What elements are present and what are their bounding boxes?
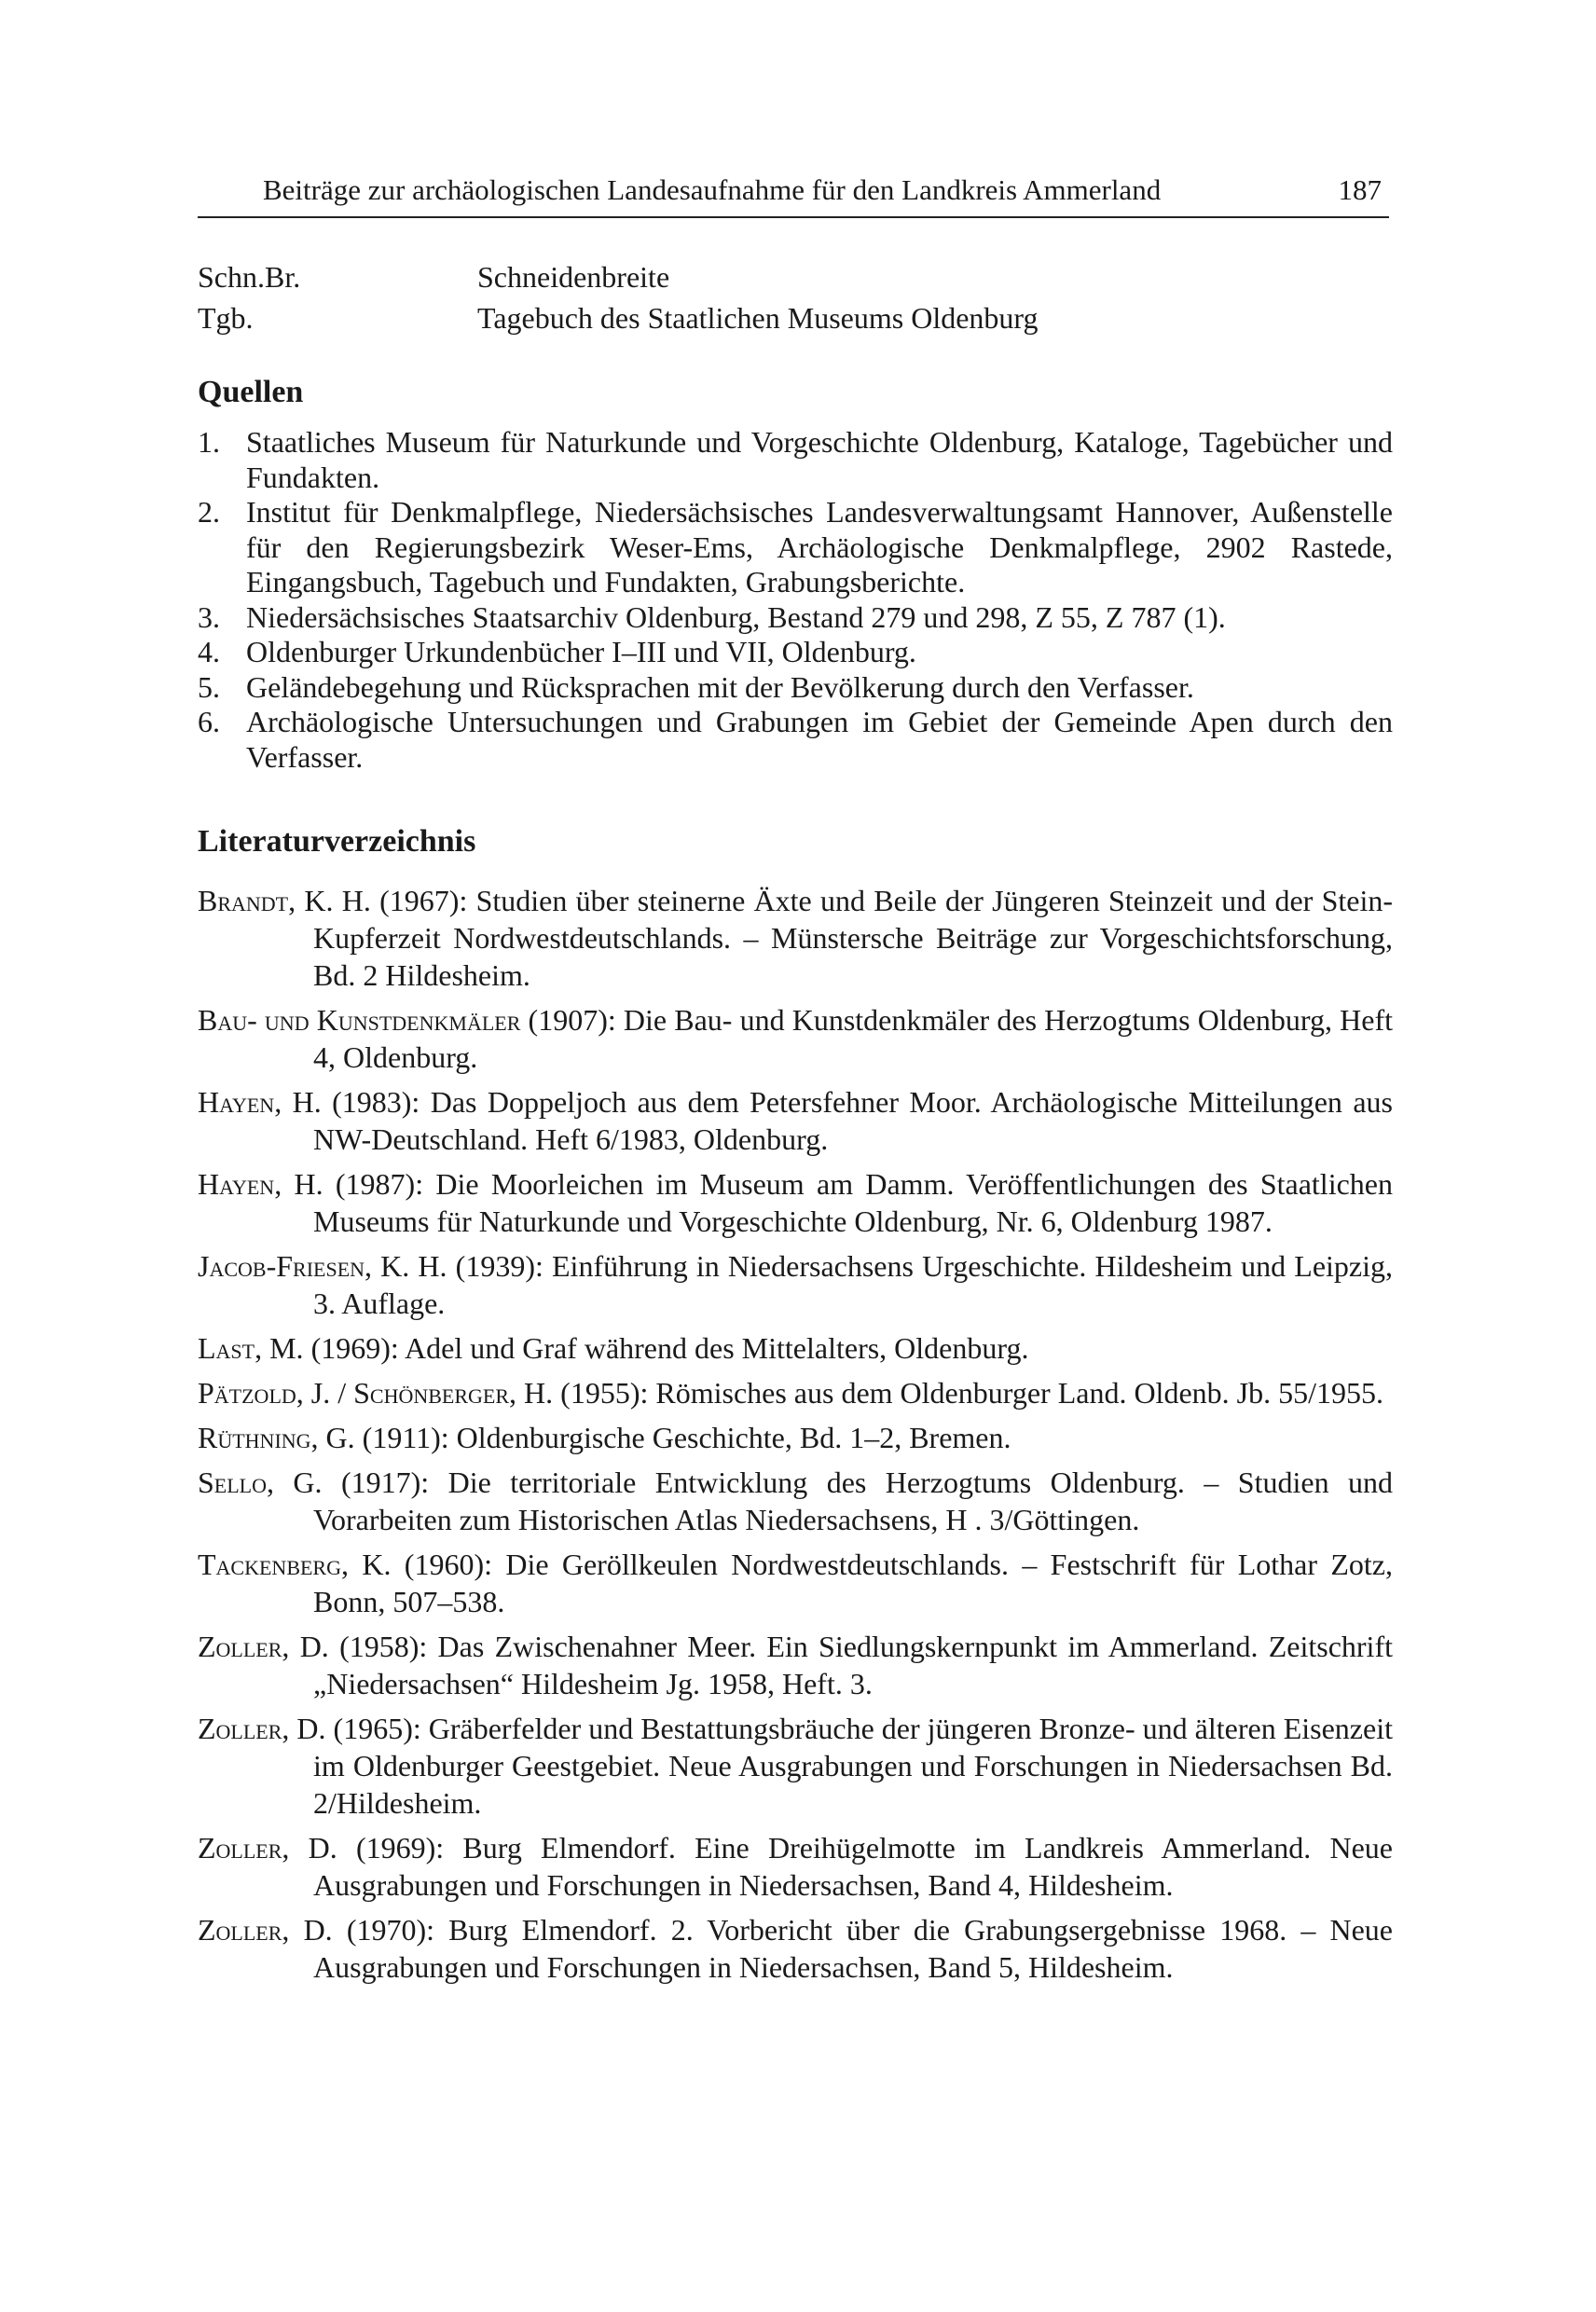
reference-entry	[198, 1710, 1393, 1822]
reference-text: (1960): Die Geröllkeulen Nordwestdeutschlands. – Festschrift für Lothar Zotz, Bonn, 507–538.	[313, 1548, 1394, 1618]
reference-entry	[198, 1628, 1393, 1702]
reference-entry	[198, 1464, 1393, 1538]
source-item	[198, 425, 1393, 495]
reference-author: Tackenberg, K.	[198, 1548, 392, 1581]
literature-heading: Literaturverzeichnis	[198, 824, 476, 859]
reference-author: Hayen, H.	[198, 1085, 322, 1119]
reference-text: (1917): Die territoriale Entwicklung des Herzogtums Oldenburg. – Studien und Vorarbeiten zum Historischen Atlas Niedersachsens, H . 3/Göttingen.	[313, 1466, 1394, 1536]
source-number: 6.	[198, 705, 220, 738]
reference-author: Rüthning, G.	[198, 1421, 355, 1454]
source-item	[198, 705, 1393, 775]
reference-text: (1970): Burg Elmendorf. 2. Vorbericht über die Grabungsergebnisse 1968. – Neue Ausgrabungen und Forschungen in Niedersachsen, Band 5, Hildesheim.	[313, 1913, 1393, 1984]
reference-entry	[198, 1329, 1393, 1367]
page-number: 187	[1338, 173, 1382, 206]
source-number: 3.	[198, 599, 220, 634]
reference-author: Pätzold, J. / Schönberger, H.	[198, 1376, 554, 1410]
reference-text: (1969): Adel und Graf während des Mittelalters, Oldenburg.	[303, 1331, 1029, 1365]
reference-entry	[198, 1546, 1393, 1620]
abbreviation-row	[198, 297, 1038, 338]
source-text: Staatliches Museum für Naturkunde und Vorgeschichte Oldenburg, Kataloge, Tagebücher und Fundakten.	[246, 425, 1393, 494]
abbreviation-term: Schn.Br.	[198, 260, 301, 294]
source-text: Oldenburger Urkundenbücher I–III und VII, Oldenburg.	[246, 635, 916, 668]
reference-entry	[198, 1829, 1393, 1904]
reference-author: Zoller, D.	[198, 1831, 337, 1865]
reference-author: Zoller, D.	[198, 1913, 333, 1947]
abbreviation-list	[198, 256, 1038, 338]
abbreviation-row	[198, 256, 1038, 297]
reference-text: (1965): Gräberfelder und Bestattungsbräuche der jüngeren Bronze- und älteren Eisenzeit im Oldenburger Geestgebiet. Neue Ausgrabungen und Forschungen in Niedersachsen Bd. 2/Hildesheim.	[313, 1712, 1393, 1820]
reference-text: (1967): Studien über steinerne Äxte und Beile der Jüngeren Steinzeit und der Stein-Kupferzeit Nordwestdeutschlands. – Münstersche Beiträge zur Vorgeschichtsforschung, Bd. 2 Hildesheim.	[313, 884, 1394, 992]
reference-text: (1983): Das Doppeljoch aus dem Petersfehner Moor. Archäologische Mitteilungen aus NW-Deutschland. Heft 6/1983, Oldenburg.	[313, 1085, 1393, 1156]
reference-text: (1987): Die Moorleichen im Museum am Damm. Veröffentlichungen des Staatlichen Museums für Naturkunde und Vorgeschichte Oldenburg, Nr. 6, Oldenburg 1987.	[313, 1167, 1393, 1238]
reference-text: (1958): Das Zwischenahner Meer. Ein Siedlungskernpunkt im Ammerland. Zeitschrift „Niedersachsen“ Hildesheim Jg. 1958, Heft. 3.	[313, 1630, 1393, 1700]
reference-author: Bau- und Kunstdenkmäler	[198, 1003, 521, 1037]
source-item	[198, 670, 1393, 706]
reference-entry	[198, 1247, 1393, 1322]
source-text: Geländebegehung und Rücksprachen mit der Bevölkerung durch den Verfasser.	[246, 669, 1194, 704]
abbreviation-term: Tgb.	[198, 301, 254, 335]
source-text: Institut für Denkmalpflege, Niedersächsisches Landesverwaltungsamt Hannover, Außenstelle für den Regierungsbezirk Weser-Ems, Archäologische Denkmalpflege, 2902 Rastede, Eingangsbuch, Tagebuch und Fundakten, Grabungsberichte.	[246, 495, 1393, 599]
source-item	[198, 600, 1393, 636]
source-number: 4.	[198, 635, 220, 668]
reference-text: (1939): Einführung in Niedersachsens Urgeschichte. Hildesheim und Leipzig, 3. Auflage.	[313, 1249, 1394, 1320]
source-text: Archäologische Untersuchungen und Grabungen im Gebiet der Gemeinde Apen durch den Verfasser.	[246, 705, 1393, 774]
sources-list	[198, 425, 1393, 775]
source-text: Niedersächsisches Staatsarchiv Oldenburg, Bestand 279 und 298, Z 55, Z 787 (1).	[246, 599, 1226, 634]
header-title: Beiträge zur archäologischen Landesaufnahme für den Landkreis Ammerland	[263, 173, 1162, 206]
source-number: 2.	[198, 495, 220, 529]
source-item	[198, 635, 1393, 670]
reference-entry	[198, 882, 1393, 994]
source-number: 5.	[198, 669, 220, 704]
reference-entry	[198, 1419, 1393, 1456]
literature-list	[198, 882, 1393, 1993]
reference-text: (1955): Römisches aus dem Oldenburger Land. Oldenb. Jb. 55/1955.	[553, 1376, 1383, 1410]
reference-author: Hayen, H.	[198, 1167, 323, 1201]
source-number: 1.	[198, 425, 220, 459]
source-item	[198, 495, 1393, 600]
reference-entry	[198, 1911, 1393, 1986]
abbreviation-meaning: Tagebuch des Staatlichen Museums Oldenburg	[477, 301, 1039, 335]
reference-author: Zoller, D.	[198, 1630, 329, 1663]
reference-author: Sello, G.	[198, 1466, 323, 1499]
sources-heading: Quellen	[198, 375, 304, 409]
reference-author: Brandt, K. H.	[198, 884, 371, 917]
reference-entry	[198, 1374, 1393, 1411]
reference-text: (1907): Die Bau- und Kunstdenkmäler des Herzogtums Oldenburg, Heft 4, Oldenburg.	[313, 1003, 1393, 1074]
reference-entry	[198, 1165, 1393, 1240]
reference-author: Jacob-Friesen, K. H.	[198, 1249, 447, 1283]
reference-entry	[198, 1083, 1393, 1158]
reference-text: (1969): Burg Elmendorf. Eine Dreihügelmotte im Landkreis Ammerland. Neue Ausgrabungen und Forschungen in Niedersachsen, Band 4, Hildesheim.	[313, 1831, 1393, 1902]
reference-text: (1911): Oldenburgische Geschichte, Bd. 1–2, Bremen.	[354, 1421, 1011, 1454]
running-header	[198, 173, 1389, 218]
reference-entry	[198, 1001, 1393, 1076]
abbreviation-meaning: Schneidenbreite	[477, 260, 670, 294]
reference-author: Last, M.	[198, 1331, 304, 1365]
reference-author: Zoller, D.	[198, 1712, 326, 1745]
